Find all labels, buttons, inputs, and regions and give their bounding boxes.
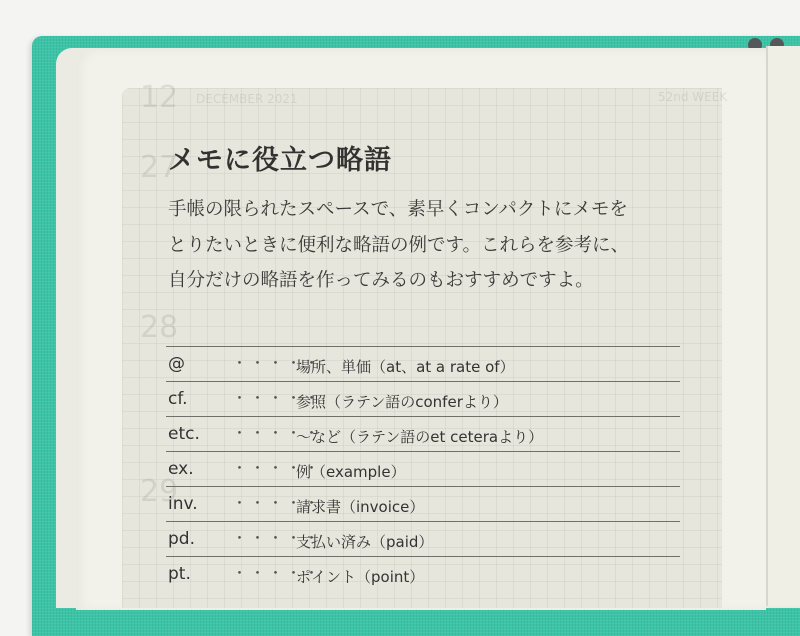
right-page	[766, 46, 800, 606]
ghost-month: 12	[140, 80, 179, 115]
table-row	[166, 346, 680, 381]
table-row	[166, 381, 680, 416]
table-row	[166, 416, 680, 451]
abbreviation: pt.	[168, 564, 191, 584]
leader-dots: ・・・・・	[232, 564, 323, 582]
leader-dots: ・・・・・	[232, 424, 323, 442]
table-row	[166, 486, 680, 521]
abbreviation: etc.	[168, 424, 200, 444]
page-title: メモに役立つ略語	[168, 145, 392, 176]
table-row	[166, 521, 680, 556]
abbreviation-meaning: 〜など（ラテン語のet ceteraより）	[296, 428, 544, 446]
leader-dots: ・・・・・	[232, 389, 323, 407]
leader-dots: ・・・・・	[232, 354, 323, 372]
abbreviation-table	[166, 346, 680, 591]
ghost-header-week: 52nd WEEK	[658, 90, 728, 104]
abbreviation: inv.	[168, 494, 198, 514]
ghost-day: 29	[140, 474, 179, 509]
ghost-day: 27	[140, 150, 179, 185]
leader-dots: ・・・・・	[232, 529, 323, 547]
intro-line: 自分だけの略語を作ってみるのもおすすめですよ。	[168, 270, 594, 291]
abbreviation: pd.	[168, 529, 195, 549]
abbreviation-meaning: 場所、単価（at、at a rate of）	[296, 358, 515, 376]
intro-line: とりたいときに便利な略語の例です。これらを参考に、	[168, 235, 630, 256]
abbreviation-meaning: 参照（ラテン語のconferより）	[296, 393, 508, 411]
abbreviation-meaning: ポイント（point）	[296, 568, 425, 586]
abbreviation: @	[168, 354, 185, 374]
leader-dots: ・・・・・	[232, 459, 323, 477]
table-row	[166, 556, 680, 591]
ghost-header-left: DECEMBER 2021	[196, 92, 298, 106]
abbreviation-meaning: 例（example）	[296, 463, 406, 481]
abbreviation-meaning: 請求書（invoice）	[296, 498, 425, 516]
abbreviation-meaning: 支払い済み（paid）	[296, 533, 434, 551]
abbreviation: ex.	[168, 459, 194, 479]
ghost-day: 28	[140, 310, 179, 345]
abbreviation: cf.	[168, 389, 188, 409]
leader-dots: ・・・・・	[232, 494, 323, 512]
intro-line: 手帳の限られたスペースで、素早くコンパクトにメモを	[168, 199, 628, 220]
table-row	[166, 451, 680, 486]
